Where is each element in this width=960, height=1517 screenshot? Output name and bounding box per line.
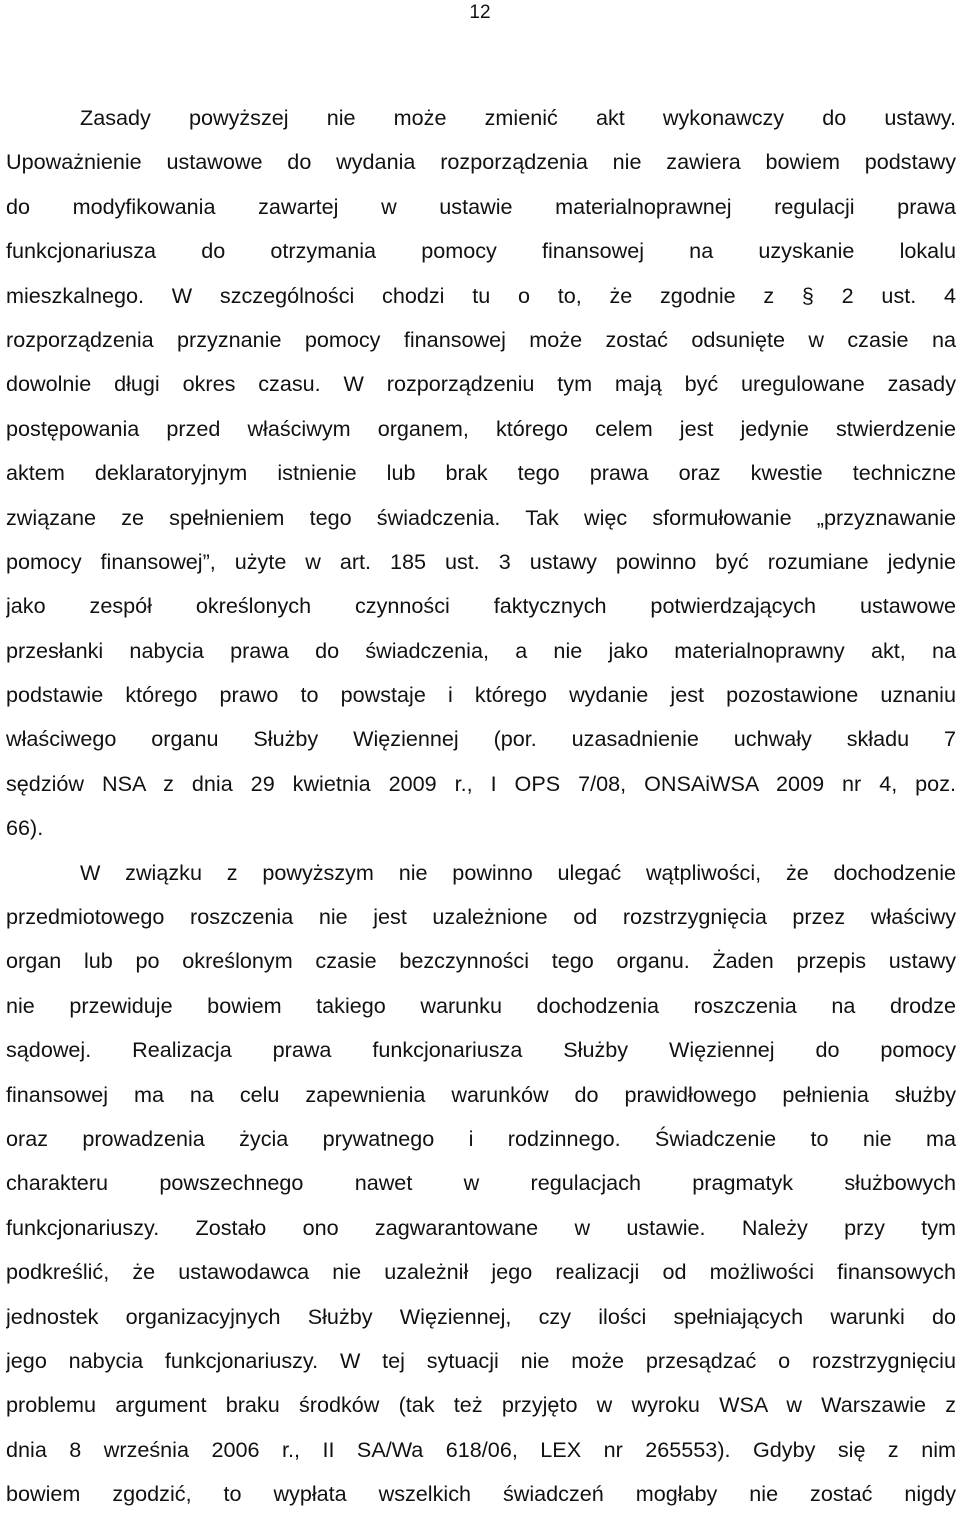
paragraph-line: sędziów NSA z dnia 29 kwietnia 2009 r., I OPS 7/08, ONSAiWSA 2009 nr 4, poz. (6, 770, 956, 796)
paragraph-line: aktem deklaratoryjnym istnienie lub brak tego prawa oraz kwestie techniczne (6, 460, 956, 486)
paragraph-line: jego nabycia funkcjonariuszy. W tej sytuacji nie może przesądzać o rozstrzygnięciu (6, 1347, 956, 1373)
paragraph-line: funkcjonariuszy. Zostało ono zagwarantowane w ustawie. Należy przy tym (6, 1214, 956, 1240)
paragraph-line: dowolnie długi okres czasu. W rozporządzeniu tym mają być uregulowane zasady (6, 371, 956, 397)
paragraph-line: mieszkalnego. W szczególności chodzi tu o to, że zgodnie z § 2 ust. 4 (6, 282, 956, 308)
paragraph-line: przedmiotowego roszczenia nie jest uzależnione od rozstrzygnięcia przez właściwy (6, 904, 956, 930)
paragraph-line: postępowania przed właściwym organem, którego celem jest jedynie stwierdzenie (6, 415, 956, 441)
paragraph-line: funkcjonariusza do otrzymania pomocy finansowej na uzyskanie lokalu (6, 238, 956, 264)
paragraph-line: finansowej ma na celu zapewnienia warunków do prawidłowego pełnienia służby (6, 1081, 956, 1107)
paragraph-line: jako zespół określonych czynności faktycznych potwierdzających ustawowe (6, 593, 956, 619)
paragraph-line: charakteru powszechnego nawet w regulacjach pragmatyk służbowych (6, 1170, 956, 1196)
paragraph-line: podstawie którego prawo to powstaje i którego wydanie jest pozostawione uznaniu (6, 682, 956, 708)
paragraph-line: 66). (6, 815, 44, 841)
paragraph-line: problemu argument braku środków (tak też przyjęto w wyroku WSA w Warszawie z (6, 1392, 956, 1418)
paragraph-line: bowiem zgodzić, to wypłata wszelkich świadczeń mogłaby nie zostać nigdy (6, 1481, 956, 1507)
paragraph-line: podkreślić, że ustawodawca nie uzależnił jego realizacji od możliwości finansowych (6, 1259, 956, 1285)
paragraph-line: rozporządzenia przyznanie pomocy finansowej może zostać odsunięte w czasie na (6, 326, 956, 352)
paragraph-line: jednostek organizacyjnych Służby Więziennej, czy ilości spełniających warunki do (6, 1303, 956, 1329)
paragraph-line: do modyfikowania zawartej w ustawie materialnoprawnej regulacji prawa (6, 193, 956, 219)
paragraph-line: W związku z powyższym nie powinno ulegać wątpliwości, że dochodzenie (80, 859, 956, 885)
paragraph-line: Upoważnienie ustawowe do wydania rozporządzenia nie zawiera bowiem podstawy (6, 149, 956, 175)
paragraph-line: związane ze spełnieniem tego świadczenia. Tak więc sformułowanie „przyznawanie (6, 504, 956, 530)
paragraph-line: oraz prowadzenia życia prywatnego i rodzinnego. Świadczenie to nie ma (6, 1125, 956, 1151)
paragraph-line: organ lub po określonym czasie bezczynności tego organu. Żaden przepis ustawy (6, 948, 956, 974)
paragraph-line: sądowej. Realizacja prawa funkcjonariusza Służby Więziennej do pomocy (6, 1037, 956, 1063)
paragraph-line: dnia 8 września 2006 r., II SA/Wa 618/06, LEX nr 265553). Gdyby się z nim (6, 1436, 956, 1462)
paragraph-line: pomocy finansowej”, użyte w art. 185 ust. 3 ustawy powinno być rozumiane jedynie (6, 548, 956, 574)
document-body (6, 96, 956, 1517)
paragraph-line: Zasady powyższej nie może zmienić akt wykonawczy do ustawy. (80, 105, 956, 130)
page-number: 12 (469, 2, 491, 23)
paragraph-line: przesłanki nabycia prawa do świadczenia, a nie jako materialnoprawny akt, na (6, 637, 956, 663)
paragraph-line: właściwego organu Służby Więziennej (por. uzasadnienie uchwały składu 7 (6, 726, 956, 752)
paragraph-line: nie przewiduje bowiem takiego warunku dochodzenia roszczenia na drodze (6, 992, 956, 1018)
